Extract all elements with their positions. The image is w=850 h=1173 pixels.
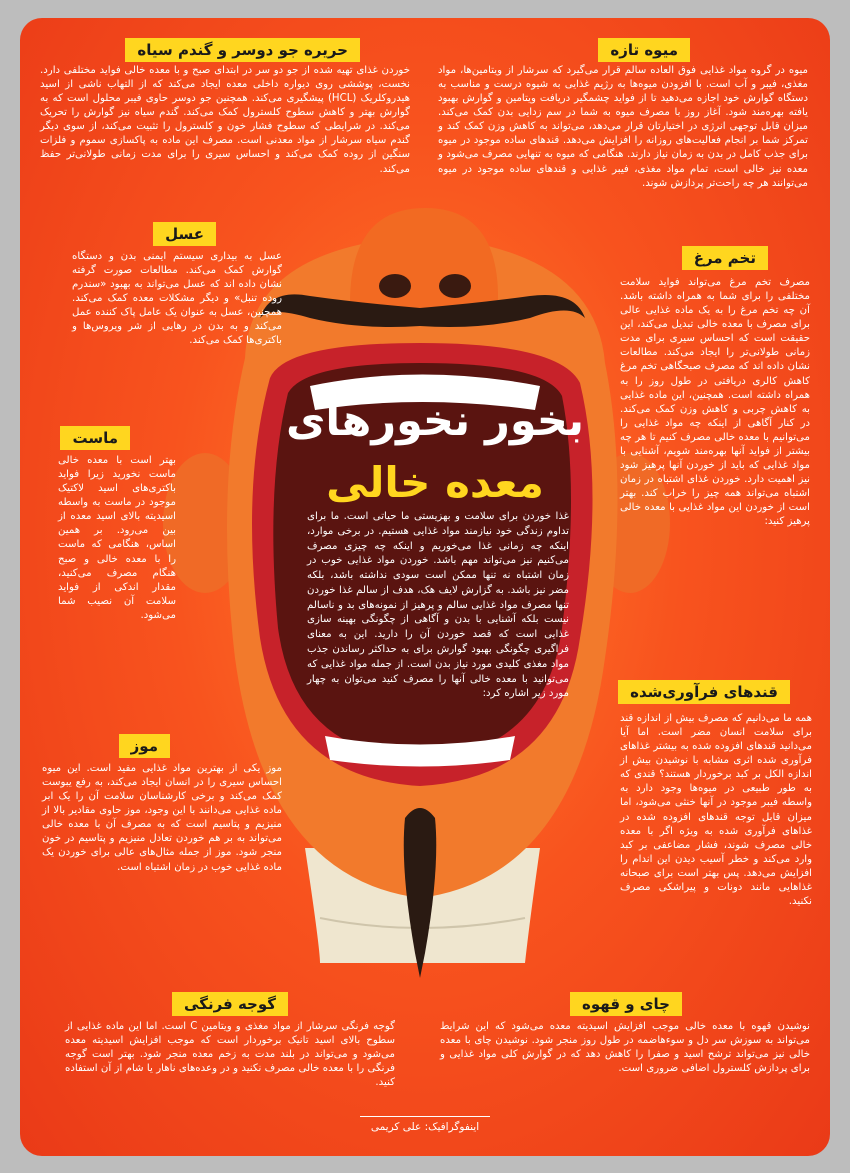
- section-title-sugar: قندهای فرآوری‌شده: [618, 680, 790, 704]
- section-title-fruit: میوه تازه: [598, 38, 690, 62]
- section-title-banana: موز: [119, 734, 170, 758]
- section-text-banana: موز یکی از بهترین مواد غذایی مفید است. این میوه احساس سیری را در انسان ایجاد می‌کند، به رفع یبوست کمک می‌کند و برخی کارشناسان سلامت آن را یک ابر ماده غذایی می‌دانند با این وجود، موز حاوی مقادیر بالا از منیزیم و پتاسیم است که به مصرف آن با معده خالی می‌تواند به بر هم خوردن تعادل منیزیم و پتاسیم در خون منجر شود. موز از جمله مثال‌های عالی برای خوردن یک ماده غذایی خوب در زمان اشتباه است.: [42, 763, 282, 873]
- main-title: بخور نخورهای: [285, 396, 585, 446]
- section-text-yogurt: بهتر است با معده خالی ماست نخورید زیرا فواید باکتری‌های اسید لاکتیک موجود در ماست به واسطه اسیدیته بالای اسید معده از بین می‌رود. بر همین اساس، هنگامی که ماست را با معده خالی و صبح هنگام مصرف می‌کنید، مقدار اندکی از فواید سلامت آن نصیب شما می‌شود.: [58, 455, 176, 621]
- intro-text: غذا خوردن برای سلامت و بهزیستی ما حیاتی است. ما برای تداوم زندگی خود نیازمند مواد غذایی هستیم. در برخی موارد، اینکه چه زمانی غذا می‌خوریم و اینکه چه چیزی مصرف می‌کنیم نیز می‌تواند مهم باشد. خوردن مواد غذایی خوب در زمان اشتباه نه تنها ممکن است سودی نداشته باشد، بلکه مضر نیز باشد. به گزارش لایف هک، هدف از سالم غذا خوردن تنها مصرف مواد غذایی سالم و پرهیز از نمونه‌های بد و ناسالم نیست بلکه آشنایی با بدن و آگاهی از چگونگی بهینه سازی غذایی است که قصد خوردن آن را دارید. این به معنای فراگیری چگونگی بهبود گوارش برای به حداکثر رساندن جذب مواد مغذی کلیدی مورد نیاز بدن است. از جمله مواد غذایی که می‌توانید با معده خالی آنها را مصرف کنید می‌توان به چهار مورد زیر اشاره کرد:: [307, 511, 569, 700]
- infographic-poster: [20, 18, 830, 1156]
- section-text-honey: عسل به بیداری سیستم ایمنی بدن و دستگاه گوارش کمک می‌کند. مطالعات صورت گرفته نشان داده اند که عسل می‌تواند به بهبود «سندرم روده تنبل» و دیگر مشکلات معده کمک می‌کند. همچنین، عسل به عنوان یک عامل پاک کننده عمل می‌کند و به بدن در رهایی از شر ویروس‌ها و باکتری‌ها کمک می‌کند.: [72, 251, 282, 347]
- section-text-tomato: گوجه فرنگی سرشار از مواد مغذی و ویتامین C است. اما این ماده غذایی از سطوح بالای اسید تانیک برخوردار است که موجب افزایش اسیدیته معده می‌شود و می‌تواند در بلند مدت به زخم معده منجر شود. بهتر است گوجه فرنگی را با معده خالی مصرف نکنید و در وعده‌های ناهار یا شام از آن استفاده کنید.: [65, 1021, 396, 1089]
- section-text-fruit: میوه در گروه مواد غذایی فوق العاده سالم قرار می‌گیرد که سرشار از ویتامین‌ها، مواد مغذی، فیبر و آب است. با افزودن میوه‌ها به رژیم غذایی به شیوه درست و مناسب به دستگاه گوارش خود اجازه می‌دهید تا از فواید چشمگیر دریافت ویتامین و گوارش بهبود یافته بهره‌مند شود. آغاز روز با مصرف میوه به شما در سم زدایی بدن کمک می‌کند. میزان قابل توجهی انرژی در اختیارتان قرار می‌دهد، می‌تواند به کاهش وزن کمک کند و تمرکز شما بر انجام فعالیت‌های روزانه را افزایش می‌دهد. قندهای ساده موجود در میوه برای جذب کامل در بدن به زمان نیاز دارند. هنگامی که میوه به تنهایی مصرف می‌شود و معده نیز خالی است، تمام مواد مغذی، فیبر غذایی و قندهای ساده موجود در میوه می‌توانند هر چه راحت‌تر پردازش شوند.: [438, 65, 808, 189]
- section-text-barley: خوردن غذای تهیه شده از جو دو سر در ابتدای صبح و با معده خالی فواید مختلفی دارد. نخست، پوششی روی دیواره داخلی معده ایجاد می‌کند که از التهاب ناشی از اسید هیدروکلریک (HCL) پیشگیری می‌کند. همچنین جو دوسر حاوی فیبر محلول است که به گوارش بهتر و کاهش سطوح کلسترول کمک می‌کند. گندم سیاه نیز گوارش را تحریک می‌کند. در شرایطی که سطوح فشار خون و کلسترول را تثبیت می‌کند، از سوی دیگر گندم سیاه سرشار از مواد معدنی است. مصرف این ماده به پاکسازی سموم و فلزات سنگین از روده کمک می‌کند و احساس سیری را برای مدت زمانی طولانی‌تر حفظ می‌کند.: [40, 65, 410, 175]
- credit-line: اینفوگرافیک: علی کریمی: [360, 1116, 490, 1133]
- section-title-eggs: تخم مرغ: [682, 246, 768, 270]
- section-title-tomato: گوجه فرنگی: [172, 992, 288, 1016]
- section-text-coffee: نوشیدن قهوه با معده خالی موجب افزایش اسیدیته معده می‌شود که این شرایط می‌تواند به سوزش سر دل و سوءهاضمه در طول روز منجر شود. نوشیدن چای با معده خالی نیز می‌تواند ترشح اسید و صفرا را کاهش دهد که در گوارش کلی مواد غذایی و برای پردازش کلسترول اضافی ضروری است.: [440, 1021, 810, 1075]
- section-title-yogurt: ماست: [60, 426, 130, 450]
- section-text-eggs: مصرف تخم مرغ می‌تواند فواید سلامت مختلفی را برای شما به همراه داشته باشد. آن چه تخم مرغ را به یک ماده غذایی عالی برای مصرف با معده خالی تبدیل می‌کند، این حقیقت است که احساس سیری برای مدت زمانی طولانی‌تر را ایجاد می‌کند. مطالعات نشان داده اند که مصرف صبحگاهی تخم مرغ کاهش کالری دریافتی در طول روز را به همراه داشته است. همچنین، این ماده غذایی به کاهش چربی و کاهش وزن کمک می‌کند. در کنار آگاهی از اینکه چه مواد غذایی را می‌توانیم با معده خالی مصرف کنیم تا هر چه بیشتر از فواید آنها بهره‌مند شویم، آشنایی با مواد غذایی که باید از خوردن آنها پرهیز شود نیز اهمیت دارد. خوردن غذای اشتباه در زمان اشتباه می‌تواند همه چیز را خراب کند. بهتر است از خوردن این مواد غذایی با معده خالی پرهیز کنید:: [620, 277, 810, 528]
- section-title-barley: حریره جو دوسر و گندم سیاه: [125, 38, 360, 62]
- main-subtitle: معده خالی: [326, 458, 544, 507]
- section-title-honey: عسل: [153, 222, 216, 246]
- section-title-coffee: چای و قهوه: [570, 992, 682, 1016]
- section-text-sugar: همه ما می‌دانیم که مصرف بیش از اندازه قند برای سلامت انسان مضر است. اما آیا می‌دانید قندهای افزوده شده به بیشتر غذاهای فرآوری شده اثری مشابه با نوشیدن بیش از اندازه الکل بر کبد برخوردار هستند؟ قندی که به طور طبیعی در میوه‌ها وجود دارد به واسطه فیبر موجود در آنها خنثی می‌شود، اما میزان قابل توجه قندهای افزوده شده در غذاهای فرآوری شده به ویژه اگر با معده خالی مصرف شوند، فشار مضاعفی بر کبد وارد می‌کند و خطر آسیب دیدن این اندام را افزایش می‌دهد. پس بهتر است برای صبحانه غذاهایی مانند دونات و پیراشکی مصرف نکنید.: [620, 713, 812, 908]
